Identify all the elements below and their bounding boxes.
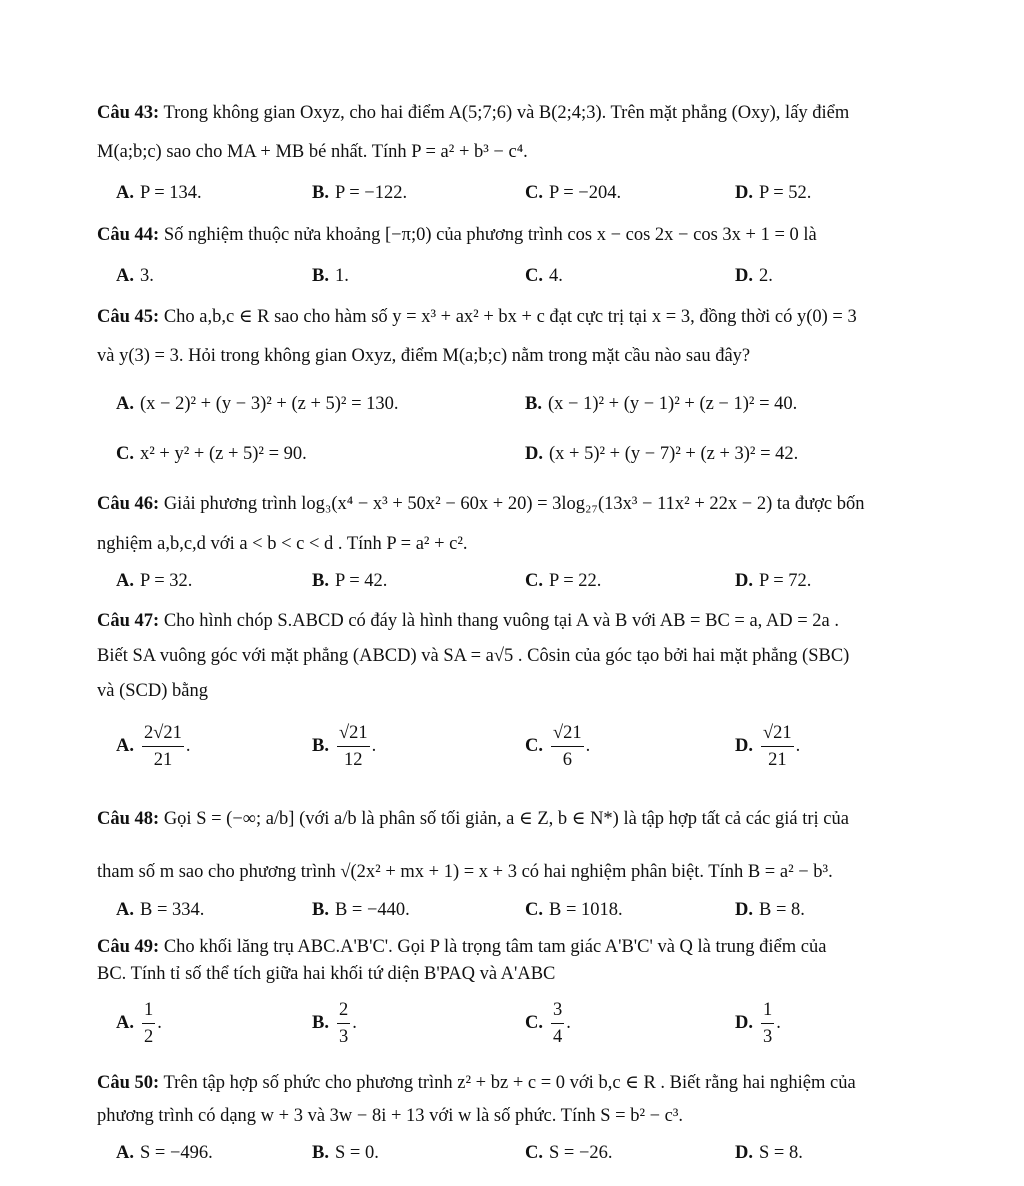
option-label: B. <box>525 394 542 414</box>
option-b[interactable] <box>312 181 407 205</box>
denominator: 2 <box>144 1027 154 1047</box>
question-number: Câu 43: <box>97 103 160 123</box>
question-number: Câu 44: <box>97 225 160 245</box>
option-label: D. <box>735 900 753 920</box>
option-text: P = 22. <box>549 571 602 591</box>
option-label: D. <box>525 444 543 464</box>
option-text: S = −26. <box>549 1143 613 1163</box>
question-47-line-3 <box>97 679 954 703</box>
option-label: A. <box>116 183 134 203</box>
question-text: BC. Tính tỉ số thể tích giữa hai khối tứ diện B'PAQ và A'ABC <box>97 964 556 984</box>
option-text: P = 42. <box>334 571 388 591</box>
option-label: A. <box>116 1143 134 1163</box>
question-number: Câu 48: <box>97 809 160 829</box>
question-49-options <box>0 997 1024 1057</box>
question-48-line-2 <box>97 860 954 884</box>
option-label: C. <box>525 1013 543 1033</box>
numerator: √21 <box>761 720 794 747</box>
option-c[interactable] <box>525 569 601 593</box>
option-b[interactable] <box>312 569 387 593</box>
fraction <box>337 997 350 1050</box>
option-text: S = −496. <box>140 1143 213 1163</box>
option-d[interactable] <box>735 1141 803 1165</box>
option-label: A. <box>116 266 134 286</box>
option-label: D. <box>735 736 753 756</box>
option-a[interactable]: A. $\frac{1}{2}$ . <box>116 997 162 1050</box>
question-49-line-2 <box>97 962 954 986</box>
question-44-options <box>0 264 1024 292</box>
question-text: Cho a,b,c ∈ R sao cho hàm số y = x³ + ax² + bx + c đạt cực trị tại x = 3, đồng thời có y(0) = 3 <box>163 307 857 327</box>
question-text: Trong không gian Oxyz, cho hai điểm A(5;7;6) và B(2;4;3). Trên mặt phẳng (Oxy), lấy điểm <box>163 103 850 123</box>
option-text: 3. <box>140 266 154 286</box>
option-label: B. <box>312 736 329 756</box>
question-text: Biết SA vuông góc với mặt phẳng (ABCD) và SA = a√5 . Côsin của góc tạo bởi hai mặt phẳng (SBC) <box>97 646 850 666</box>
fraction <box>337 720 370 773</box>
option-text: P = 134. <box>140 183 202 203</box>
question-number: Câu 47: <box>97 611 160 631</box>
question-text: tham số m sao cho phương trình √(2x² + mx + 1) = x + 3 có hai nghiệm phân biệt. Tính B = a² − b³. <box>97 862 833 882</box>
option-text: S = 0. <box>334 1143 379 1163</box>
option-a[interactable] <box>116 569 192 593</box>
option-b[interactable]: B. $\frac{2}{3}$ . <box>312 997 357 1050</box>
option-b[interactable] <box>312 1141 379 1165</box>
question-45-options-row-1 <box>0 392 1024 420</box>
option-d[interactable] <box>735 569 811 593</box>
denominator: 21 <box>768 750 787 770</box>
option-text: 4. <box>549 266 563 286</box>
fraction <box>761 997 774 1050</box>
question-50-line-2 <box>97 1104 954 1128</box>
option-text: B = 334. <box>140 900 205 920</box>
option-label: C. <box>525 183 543 203</box>
question-47-line-2 <box>97 644 954 668</box>
option-label: A. <box>116 1013 134 1033</box>
option-label: C. <box>525 571 543 591</box>
option-label: D. <box>735 571 753 591</box>
fraction <box>142 720 184 773</box>
question-43-line-1 <box>97 101 954 125</box>
option-text: 1. <box>334 266 349 286</box>
question-text: và (SCD) bằng <box>97 681 208 701</box>
option-text: (x − 1)² + (y − 1)² + (z − 1)² = 40. <box>547 394 798 414</box>
question-number: Câu 49: <box>97 937 160 957</box>
question-49-line-1 <box>97 935 954 959</box>
option-text: B = 8. <box>759 900 805 920</box>
denominator: 12 <box>344 750 363 770</box>
question-48-options <box>0 898 1024 926</box>
option-text: (x + 5)² + (y − 7)² + (z + 3)² = 42. <box>549 444 799 464</box>
question-50-options <box>0 1141 1024 1169</box>
option-b[interactable]: B. $\frac{√21}{12}$ . <box>312 720 376 773</box>
option-label: A. <box>116 571 134 591</box>
option-text: P = 72. <box>759 571 812 591</box>
denominator: 21 <box>153 750 173 770</box>
question-46-line-2 <box>97 532 954 556</box>
option-d[interactable] <box>735 898 805 922</box>
question-text: Cho hình chóp S.ABCD có đáy là hình thang vuông tại A và B với AB = BC = a, AD = 2a . <box>163 611 840 631</box>
option-d[interactable]: D. $\frac{1}{3}$ . <box>735 997 781 1050</box>
option-label: B. <box>312 266 329 286</box>
numerator: 1 <box>761 997 774 1024</box>
question-47-line-1 <box>97 609 954 633</box>
numerator: 3 <box>551 997 564 1024</box>
option-c[interactable]: C. $\frac{3}{4}$ . <box>525 997 571 1050</box>
option-c[interactable]: C. $\frac{√21}{6}$ . <box>525 720 590 773</box>
question-46-line-1 <box>97 492 954 516</box>
option-label: D. <box>735 183 753 203</box>
option-d[interactable] <box>735 264 773 288</box>
option-a[interactable] <box>116 392 399 416</box>
option-b[interactable] <box>312 898 410 922</box>
question-text: phương trình có dạng w + 3 và 3w − 8i + 13 với w là số phức. Tính S = b² − c³. <box>97 1106 684 1126</box>
question-48-line-1 <box>97 807 954 831</box>
question-text: M(a;b;c) sao cho MA + MB bé nhất. Tính P = a² + b³ − c⁴. <box>97 142 528 162</box>
option-text: B = −440. <box>334 900 410 920</box>
numerator: √21 <box>337 720 370 747</box>
option-c[interactable] <box>525 181 621 205</box>
question-text: nghiệm a,b,c,d với a < b < c < d . Tính P = a² + c². <box>97 534 468 554</box>
option-b[interactable] <box>525 392 797 416</box>
question-number: Câu 45: <box>97 307 160 327</box>
question-text: Số nghiệm thuộc nửa khoảng [−π;0) của phương trình cos x − cos 2x − cos 3x + 1 = 0 là <box>163 225 817 245</box>
option-d[interactable]: D. $\frac{√21}{21}$ . <box>735 720 800 773</box>
question-46-options <box>0 569 1024 597</box>
option-a[interactable] <box>116 1141 213 1165</box>
denominator: 3 <box>338 1027 349 1047</box>
option-c[interactable] <box>116 442 307 466</box>
fraction <box>551 720 584 773</box>
option-label: A. <box>116 736 134 756</box>
option-label: C. <box>525 1143 543 1163</box>
question-text: Gọi S = (−∞; a/b] (với a/b là phân số tối giản, a ∈ Z, b ∈ N*) là tập hợp tất cả các giá trị của <box>163 809 849 829</box>
question-45-options-row-2 <box>0 442 1024 470</box>
question-text: Trên tập hợp số phức cho phương trình z² + bz + c = 0 với b,c ∈ R . Biết rằng hai nghiệm của <box>163 1073 856 1093</box>
option-label: D. <box>735 266 753 286</box>
option-text: x² + y² + (z + 5)² = 90. <box>140 444 307 464</box>
option-label: B. <box>312 1013 329 1033</box>
option-c[interactable] <box>525 264 563 288</box>
option-c[interactable] <box>525 1141 613 1165</box>
option-label: A. <box>116 900 134 920</box>
question-44-line-1 <box>97 223 954 247</box>
question-45-line-2 <box>97 344 954 368</box>
question-text: Cho khối lăng trụ ABC.A'B'C'. Gọi P là trọng tâm tam giác A'B'C' và Q là trung điểm của <box>163 937 827 957</box>
option-text: P = 32. <box>140 571 193 591</box>
option-text: B = 1018. <box>549 900 623 920</box>
option-label: C. <box>525 900 543 920</box>
question-47-options <box>0 720 1024 780</box>
option-label: B. <box>312 183 329 203</box>
option-label: D. <box>735 1143 753 1163</box>
option-text: S = 8. <box>759 1143 803 1163</box>
option-a[interactable]: A. $\frac{2√21}{21}$ . <box>116 720 191 773</box>
question-text: Giải phương trình log₃(x⁴ − x³ + 50x² − 60x + 20) = 3log₂₇(13x³ − 11x² + 22x − 2) ta được bốn <box>163 494 865 514</box>
option-label: B. <box>312 900 329 920</box>
option-a[interactable] <box>116 898 204 922</box>
option-a[interactable] <box>116 264 154 288</box>
option-label: C. <box>116 444 134 464</box>
question-text: và y(3) = 3. Hỏi trong không gian Oxyz, điểm M(a;b;c) nằm trong mặt cầu nào sau đây? <box>97 346 751 366</box>
denominator: 4 <box>553 1027 563 1047</box>
option-label: A. <box>116 394 134 414</box>
option-c[interactable] <box>525 898 623 922</box>
denominator: 6 <box>562 750 572 770</box>
question-number: Câu 46: <box>97 494 160 514</box>
option-text: (x − 2)² + (y − 3)² + (z + 5)² = 130. <box>140 394 399 414</box>
option-text: 2. <box>759 266 773 286</box>
denominator: 3 <box>763 1027 773 1047</box>
option-text: P = −122. <box>334 183 408 203</box>
option-d[interactable] <box>735 181 811 205</box>
question-50-line-1 <box>97 1071 954 1095</box>
question-43-line-2 <box>97 140 954 164</box>
numerator: 2 <box>337 997 350 1024</box>
fraction <box>551 997 564 1050</box>
numerator: 2√21 <box>142 720 184 747</box>
numerator: 1 <box>142 997 155 1024</box>
option-text: P = 52. <box>759 183 812 203</box>
option-label: D. <box>735 1013 753 1033</box>
option-b[interactable] <box>312 264 349 288</box>
option-a[interactable] <box>116 181 202 205</box>
question-number: Câu 50: <box>97 1073 160 1093</box>
fraction <box>142 997 155 1050</box>
option-label: C. <box>525 736 543 756</box>
option-d[interactable] <box>525 442 798 466</box>
question-43-options <box>0 181 1024 209</box>
fraction <box>761 720 794 773</box>
question-45-line-1 <box>97 305 954 329</box>
numerator: √21 <box>551 720 584 747</box>
option-label: C. <box>525 266 543 286</box>
option-text: P = −204. <box>549 183 622 203</box>
option-label: B. <box>312 1143 329 1163</box>
option-label: B. <box>312 571 329 591</box>
